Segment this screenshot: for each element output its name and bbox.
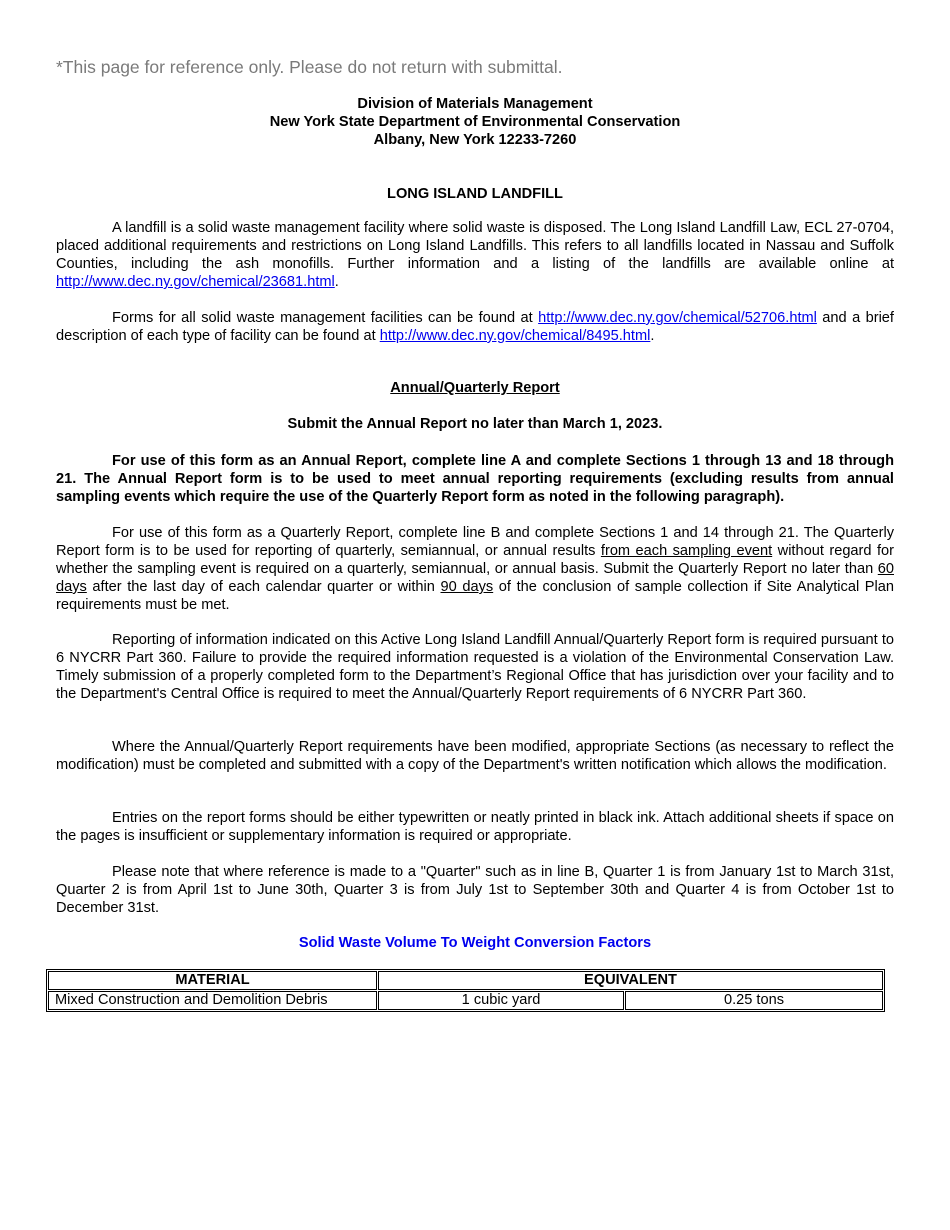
forms-paragraph [56,309,894,345]
annual-instructions-text: For use of this form as an Annual Report, complete line A and complete Sections 1 through 13 and 18 through 21. The Annual Report form is to be used to meet annual reporting requirements (excluding results from annual sampling events which require the use of the Quarterly Report form as noted in the following paragraph). [56,453,894,505]
reporting-requirements-text: Reporting of information indicated on this Active Long Island Landfill Annual/Quarterly Report form is required pursuant to 6 NYCRR Part 360. Failure to provide the required information requested is a violation of the Environmental Conservation Law. Timely submission of a properly completed form to the Department’s Regional Office that has jurisdiction over your facility and to the Department's Central Office is required to meet the Annual/Quarterly Report requirements of 6 NYCRR Part 360. [56,632,894,702]
intro-paragraph [56,219,894,291]
intro-text: A landfill is a solid waste management facility where solid waste is disposed. The Long Island Landfill Law, ECL 27-0704, placed additional requirements and restrictions on Long Island Landfills. This refers to all landfills located in Nassau and Suffolk Counties, including the ash monofills. Further information and a listing of the landfills are available online at [56,220,894,272]
report-heading-text: Annual/Quarterly Report [390,380,560,396]
volume-cell: 1 cubic yard [378,991,624,1010]
conversion-table-header [48,971,883,990]
entries-text: Entries on the report forms should be either typewritten or neatly printed in black ink. Attach additional sheets if space on the pages is insufficient or supplementary information is required or appropriate. [56,810,894,844]
annual-instructions [56,452,894,506]
document-title: LONG ISLAND LANDFILL [387,186,563,202]
quarter-definition-paragraph [56,863,894,917]
material-column-header: MATERIAL [48,971,377,990]
reporting-requirements [56,631,894,703]
forms-text-2: and a brief description of each type of facility can be found at [56,310,894,344]
equivalent-column-header: EQUIVALENT [378,971,883,990]
table-row [48,991,883,1010]
deadline-text: Submit the Annual Report no later than March 1, 2023. [287,416,663,432]
quarterly-text-1: For use of this form as a Quarterly Report, complete line B and complete Sections 1 and 14 through 21. The Quarterly Report form is to be used for reporting of quarterly, semiannual, or annual results [56,525,894,559]
conversion-table [46,969,885,1012]
header-department: New York State Department of Environmental Conservation [269,114,681,130]
forms-text-1: Forms for all solid waste management facilities can be found at [112,310,539,326]
quarterly-underline-2: 60 days [56,561,894,595]
modification-text: Where the Annual/Quarterly Report requirements have been modified, appropriate Sections (as necessary to reflect the modification) must be completed and submitted with a copy of the Department's written notification which allows the modification. [56,739,894,773]
landfill-list-link[interactable]: http://www.dec.ny.gov/chemical/23681.html [56,274,335,290]
header-address: Albany, New York 12233-7260 [373,132,577,148]
material-cell: Mixed Construction and Demolition Debris [48,991,377,1010]
modification-paragraph [56,738,894,774]
header-division: Division of Materials Management [357,96,593,112]
report-heading [56,379,894,397]
quarterly-underline-1: from each sampling event [600,543,773,559]
quarterly-text-4: of the conclusion of sample collection if Site Analytical Plan requirements must be met. [56,579,894,613]
intro-end: . [334,274,339,290]
quarterly-text-3: after the last day of each calendar quarter or within [86,579,441,595]
facility-description-link[interactable]: http://www.dec.ny.gov/chemical/8495.html [379,328,651,344]
forms-link[interactable]: http://www.dec.ny.gov/chemical/52706.html [538,310,817,326]
quarter-definition-text: Please note that where reference is made to a "Quarter" such as in line B, Quarter 1 is from January 1st to March 31st, Quarter 2 is from April 1st to June 30th, Quarter 3 is from July 1st to September 30th and Quarter 4 is from October 1st to December 31st. [56,864,894,916]
entries-paragraph [56,809,894,845]
quarterly-text-2: without regard for whether the sampling event is required on a quarterly, semiannual, or annual basis. Submit the Quarterly Report no later than [56,543,895,577]
forms-end: . [650,328,655,344]
agency-header [56,95,894,149]
weight-cell: 0.25 tons [625,991,883,1010]
quarterly-instructions [56,524,894,614]
reference-note: *This page for reference only. Please do not return with submittal. [56,57,563,77]
conversion-heading: Solid Waste Volume To Weight Conversion Factors [298,935,652,951]
quarterly-underline-3: 90 days [440,579,494,595]
